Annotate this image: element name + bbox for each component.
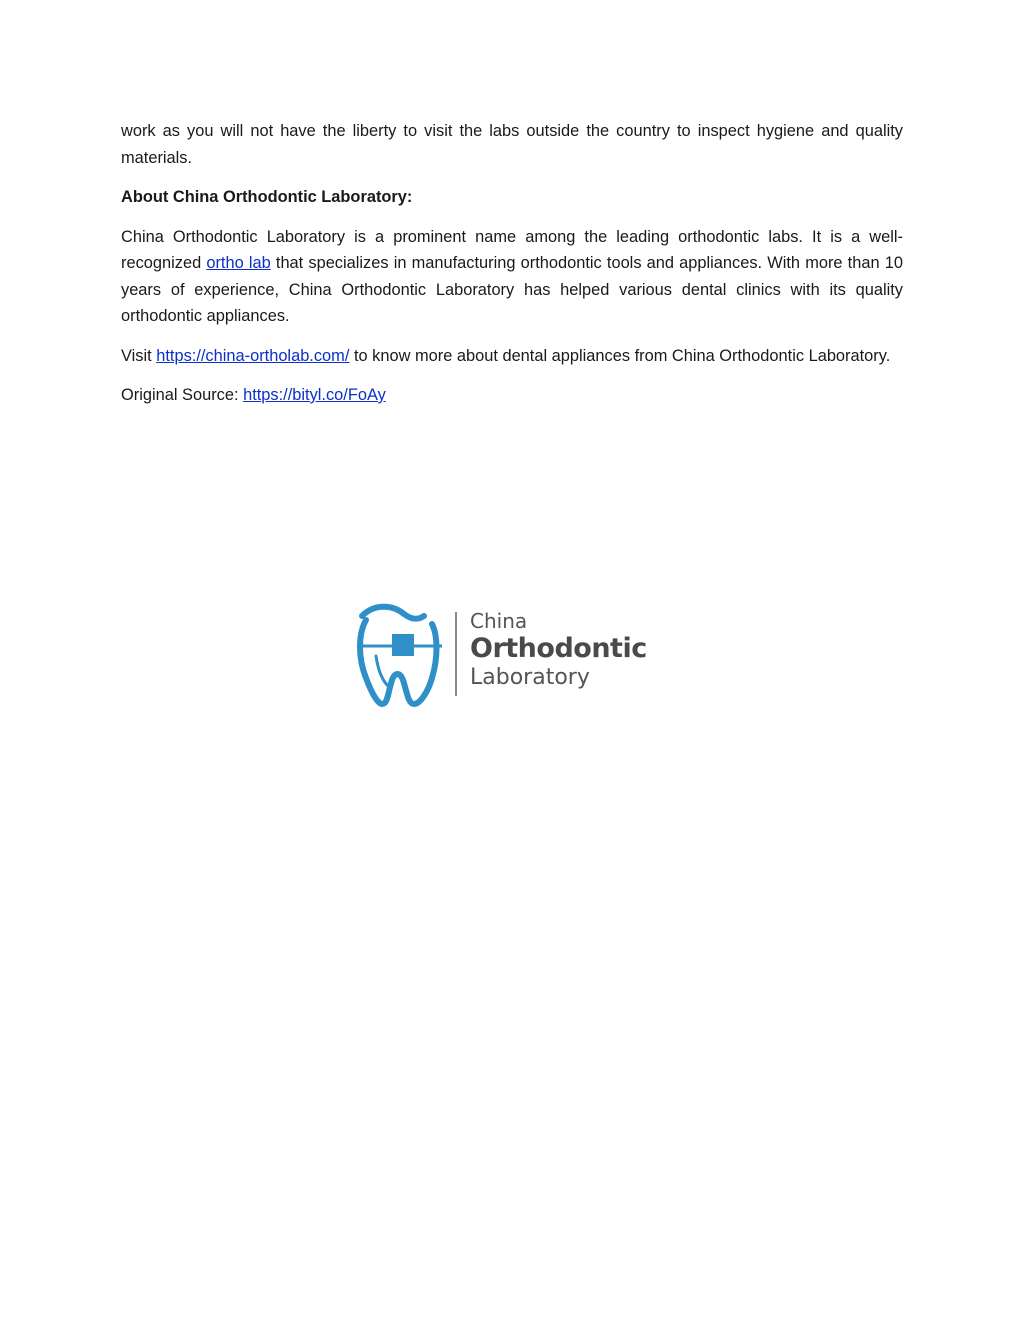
source-label: Original Source: [121, 386, 244, 404]
source-paragraph [121, 382, 903, 409]
logo-line-china: China [470, 609, 528, 633]
logo-divider [455, 612, 457, 696]
document-body [121, 118, 903, 422]
logo-line-laboratory: Laboratory [470, 665, 590, 690]
section-heading: About China Orthodontic Laboratory: [121, 188, 413, 206]
company-logo [352, 600, 652, 710]
paragraph-continuation: work as you will not have the liberty to visit the labs outside the country to inspect hygiene and quality materials. [121, 122, 903, 167]
visit-paragraph [121, 343, 903, 370]
website-link[interactable]: https://china-ortholab.com/ [156, 346, 350, 365]
visit-text-start: Visit [121, 346, 157, 365]
about-paragraph [121, 224, 903, 330]
about-text-start: China Orthodontic Laboratory is a prominent name among the leading orthodontic labs. It is a well-recognized [121, 227, 903, 272]
about-text-end: that specializes in manufacturing orthodontic tools and appliances. With more than 10 years of experience, China Orthodontic Laboratory has helped various dental clinics with its quality orthodontic appliances. [121, 254, 903, 325]
logo-line-orthodontic: Orthodontic [470, 633, 647, 664]
tooth-icon [352, 600, 448, 708]
source-link[interactable]: https://bityl.co/FoAy [243, 386, 386, 404]
logo-wordmark [470, 608, 647, 692]
visit-text-end: to know more about dental appliances from China Orthodontic Laboratory. [349, 346, 891, 365]
ortho-lab-link[interactable]: ortho lab [206, 254, 271, 272]
